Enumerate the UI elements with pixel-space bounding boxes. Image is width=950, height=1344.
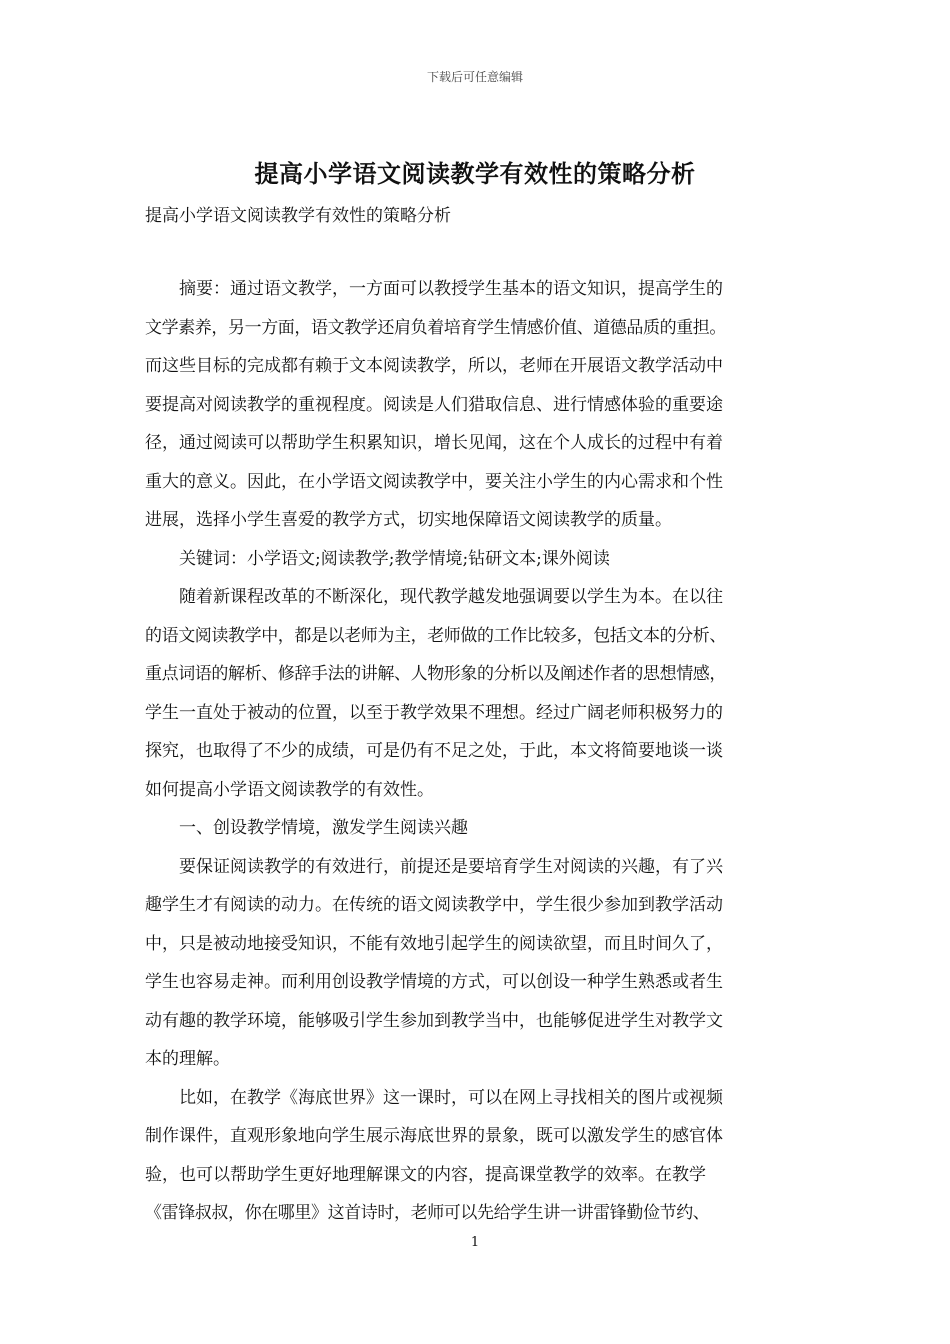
section-heading: 一、创设教学情境，激发学生阅读兴趣 [145,818,468,838]
text-line: 《雷锋叔叔，你在哪里》这首诗时，老师可以先给学生讲一讲雷锋勤俭节约、 [145,1203,710,1223]
text-line: 要提高对阅读教学的重视程度。阅读是人们猎取信息、进行情感体验的重要途 [145,394,723,415]
text-line: 而这些目标的完成都有赖于文本阅读教学，所以，老师在开展语文教学活动中 [145,356,723,376]
text-line: 学生也容易走神。而利用创设教学情境的方式，可以创设一种学生熟悉或者生 [145,972,723,992]
text-line: 如何提高小学语文阅读教学的有效性。 [145,779,434,800]
text-line: 的语文阅读教学中，都是以老师为主，老师做的工作比较多，包括文本的分析、 [145,625,726,646]
text-line: 文学素养，另一方面，语文教学还肩负着培育学生情感价值、道德品质的重担。 [145,317,726,338]
text-line: 重大的意义。因此，在小学语文阅读教学中，要关注小学生的内心需求和个性 [145,471,723,492]
text-line: 比如，在教学《海底世界》这一课时，可以在网上寻找相关的图片或视频 [145,1087,723,1108]
keywords-line: 关键词：小学语文;阅读教学;教学情境;钻研文本;课外阅读 [145,548,610,569]
document-subtitle: 提高小学语文阅读教学有效性的策略分析 [145,206,451,226]
text-line: 验，也可以帮助学生更好地理解课文的内容，提高课堂教学的效率。在教学 [145,1164,706,1185]
text-line: 随着新课程改革的不断深化，现代教学越发地强调要以学生为本。在以往 [145,587,723,607]
text-line: 径，通过阅读可以帮助学生积累知识，增长见闻，这在个人成长的过程中有着 [145,433,723,453]
text-line: 制作课件，直观形象地向学生展示海底世界的景象，既可以激发学生的感官体 [145,1126,723,1146]
header-note: 下载后可任意编辑 [426,70,523,84]
text-line: 本的理解。 [145,1049,230,1069]
text-line: 重点词语的解析、修辞手法的讲解、人物形象的分析以及阐述作者的思想情感， [145,664,726,684]
page-number: 1 [470,1235,480,1250]
text-line: 学生一直处于被动的位置，以至于教学效果不理想。经过广阔老师积极努力的 [145,702,723,723]
body-text [145,270,809,1233]
text-line: 探究，也取得了不少的成绩，可是仍有不足之处，于此，本文将简要地谈一谈 [145,741,723,761]
text-line: 摘要：通过语文教学，一方面可以教授学生基本的语文知识，提高学生的 [145,279,723,299]
document-title: 提高小学语文阅读教学有效性的策略分析 [254,159,696,188]
text-line: 趣学生才有阅读的动力。在传统的语文阅读教学中，学生很少参加到教学活动 [145,895,723,915]
text-line: 动有趣的教学环境，能够吸引学生参加到教学当中，也能够促进学生对教学文 [145,1010,723,1031]
text-line: 中，只是被动地接受知识，不能有效地引起学生的阅读欲望，而且时间久了， [145,933,723,954]
text-line: 要保证阅读教学的有效进行，前提还是要培育学生对阅读的兴趣，有了兴 [145,856,723,877]
text-line: 进展，选择小学生喜爱的教学方式，切实地保障语文阅读教学的质量。 [145,510,672,530]
